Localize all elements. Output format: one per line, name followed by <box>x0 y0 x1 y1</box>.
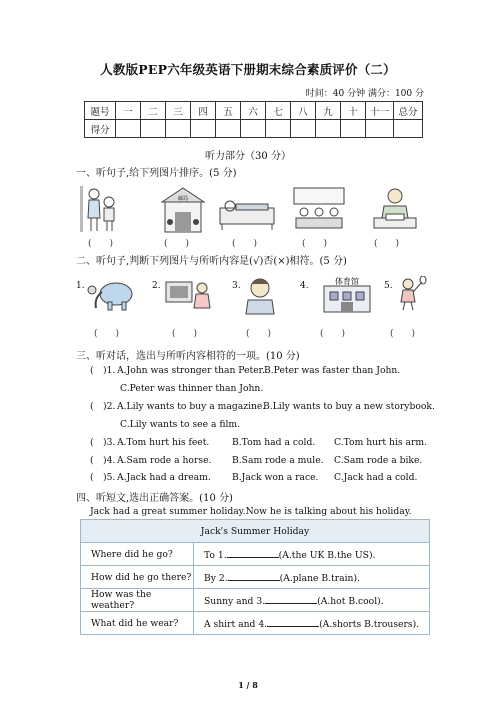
badminton-girl-picture <box>394 276 428 312</box>
question-paren[interactable]: ( <box>90 472 94 483</box>
table-answer: To 1. (A.the UK B.the US). <box>194 543 430 566</box>
listening-header: 听力部分（30 分） <box>205 151 291 162</box>
question-number: )1. <box>103 365 116 376</box>
score-cell[interactable] <box>394 120 423 138</box>
score-cell[interactable] <box>191 120 216 138</box>
question-paren[interactable]: ( <box>90 437 94 448</box>
post-office-sign: 邮局 <box>177 196 189 202</box>
option-b: B.Tom had a cold. <box>232 437 316 448</box>
table-answer: Sunny and 3. (A.hot B.cool). <box>194 589 430 612</box>
classroom-picture <box>290 186 348 232</box>
score-cell[interactable] <box>216 120 241 138</box>
score-cell[interactable] <box>316 120 341 138</box>
score-row-label: 得分 <box>85 120 116 138</box>
boy-sleeping-picture <box>218 190 276 232</box>
item-number: 3. <box>232 281 241 291</box>
option-c: C.Peter was thinner than John. <box>120 383 264 394</box>
exam-meta: 时间：40 分钟 满分：100 分 <box>305 89 424 99</box>
table-question: How did he go there? <box>81 566 194 589</box>
score-header-cell: 总分 <box>394 102 423 120</box>
table-question: What did he wear? <box>81 612 194 635</box>
table-question: Where did he go? <box>81 543 194 566</box>
score-header-cell: 题号 <box>85 102 116 120</box>
score-cell[interactable] <box>141 120 166 138</box>
option-a: A.John was stronger than Peter. <box>117 365 265 376</box>
table-row <box>81 543 430 566</box>
elephant-monkey-picture <box>86 276 136 312</box>
girl-boy-height-picture <box>76 184 118 234</box>
score-cell[interactable] <box>341 120 366 138</box>
score-header-cell: 六 <box>241 102 266 120</box>
section3-heading: 三、听对话，选出与所听内容相符的一项。(10 分) <box>76 351 300 362</box>
score-table <box>84 101 423 138</box>
section4-intro: Jack had a great summer holiday.Now he is talking about his holiday. <box>90 506 412 517</box>
question-paren[interactable]: ( <box>90 455 94 466</box>
score-cell[interactable] <box>291 120 316 138</box>
question-number: )5. <box>103 472 116 483</box>
question-paren[interactable]: ( <box>90 365 94 376</box>
answer-paren[interactable]: ( ) <box>246 329 272 339</box>
answer-paren[interactable]: ( ) <box>374 239 400 249</box>
score-cell[interactable] <box>266 120 291 138</box>
score-table-header-row <box>85 102 423 120</box>
score-header-cell: 二 <box>141 102 166 120</box>
score-header-cell: 九 <box>316 102 341 120</box>
option-b: B.Sam rode a mule. <box>232 455 324 466</box>
girl-tv-picture <box>162 276 214 312</box>
option-c: C.Jack had a cold. <box>334 472 418 483</box>
holiday-table-title: Jack's Summer Holiday <box>81 520 430 543</box>
question-number: )4. <box>103 455 116 466</box>
question-number: )3. <box>103 437 116 448</box>
section2-heading: 二、听句子,判断下列图片与所听内容是(√)否(×)相符。(5 分) <box>76 256 347 267</box>
answer-paren[interactable]: ( ) <box>172 329 198 339</box>
answer-blank[interactable] <box>228 571 280 581</box>
answer-paren[interactable]: ( ) <box>164 239 190 249</box>
option-c: C.Tom hurt his arm. <box>334 437 428 448</box>
option-c: C.Lily wants to see a film. <box>120 419 241 430</box>
table-row <box>81 589 430 612</box>
answer-blank[interactable] <box>267 617 319 627</box>
item-number: 2. <box>152 281 161 291</box>
boy-portrait-picture <box>242 276 278 316</box>
score-header-cell: 十一 <box>366 102 394 120</box>
score-header-cell: 三 <box>166 102 191 120</box>
answer-paren[interactable]: ( ) <box>88 239 114 249</box>
holiday-table <box>80 519 430 635</box>
question-paren[interactable]: ( <box>90 401 94 412</box>
option-c: C.Sam rode a bike. <box>334 455 423 466</box>
answer-paren[interactable]: ( ) <box>302 239 328 249</box>
item-number: 5. <box>384 281 393 291</box>
score-header-cell: 四 <box>191 102 216 120</box>
option-a: A.Lily wants to buy a magazine. <box>117 401 266 412</box>
score-table-row <box>85 120 423 138</box>
answer-paren[interactable]: ( ) <box>390 329 416 339</box>
boy-reading-picture <box>370 184 420 232</box>
score-header-cell: 八 <box>291 102 316 120</box>
score-header-cell: 一 <box>116 102 141 120</box>
table-answer: A shirt and 4. (A.shorts B.trousers). <box>194 612 430 635</box>
page-number: 1 / 8 <box>238 680 258 690</box>
option-a: A.Tom hurt his feet. <box>117 437 210 448</box>
answer-blank[interactable] <box>227 548 279 558</box>
item-number: 1. <box>76 281 85 291</box>
option-b: B.Jack won a race. <box>232 472 319 483</box>
answer-paren[interactable]: ( ) <box>320 329 346 339</box>
question-number: )2. <box>103 401 116 412</box>
table-question: How was the weather? <box>81 589 194 612</box>
page-title: 人教版PEP六年级英语下册期末综合素质评价（二） <box>100 62 396 77</box>
score-header-cell: 七 <box>266 102 291 120</box>
score-cell[interactable] <box>166 120 191 138</box>
score-header-cell: 五 <box>216 102 241 120</box>
gym-sign: 体育馆 <box>335 277 359 286</box>
table-row <box>81 566 430 589</box>
table-row <box>81 612 430 635</box>
gym-picture <box>322 274 372 314</box>
score-cell[interactable] <box>116 120 141 138</box>
answer-blank[interactable] <box>265 594 317 604</box>
post-office-picture <box>160 184 206 234</box>
option-a: A.Sam rode a horse. <box>117 455 212 466</box>
score-header-cell: 十 <box>341 102 366 120</box>
option-a: A.Jack had a dream. <box>117 472 211 483</box>
item-number: 4. <box>300 281 309 291</box>
answer-paren[interactable]: ( ) <box>232 239 258 249</box>
section4-heading: 四、听短文,选出正确答案。(10 分) <box>76 493 233 504</box>
section1-heading: 一、听句子,给下列图片排序。(5 分) <box>76 168 237 179</box>
option-b: B.Lily wants to buy a new storybook. <box>263 401 435 412</box>
score-cell[interactable] <box>366 120 394 138</box>
table-answer: By 2. (A.plane B.train). <box>194 566 430 589</box>
score-cell[interactable] <box>241 120 266 138</box>
holiday-table-title-row <box>81 520 430 543</box>
answer-paren[interactable]: ( ) <box>94 329 120 339</box>
option-b: B.Peter was faster than John. <box>264 365 401 376</box>
